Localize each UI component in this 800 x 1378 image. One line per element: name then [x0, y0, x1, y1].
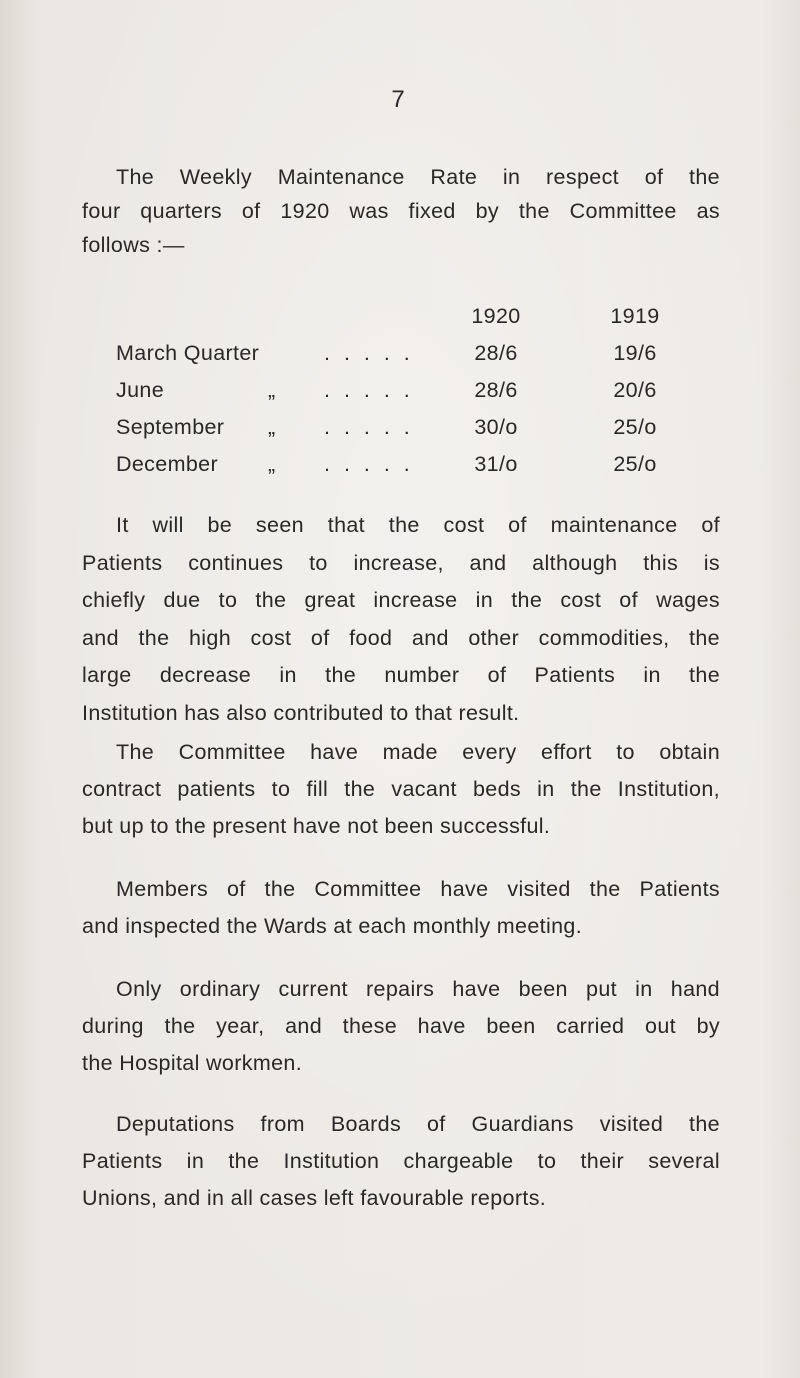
rate-1919: 19/6	[613, 341, 657, 365]
paragraph-line: Unions, and in all cases left favourable reports.	[82, 1186, 547, 1210]
repairs-paragraph	[82, 971, 720, 1082]
paragraph-line: the Hospital workmen.	[82, 1051, 303, 1075]
paragraph-line: Patients continues to increase, and although this is	[82, 550, 720, 575]
deputations-paragraph	[82, 1106, 720, 1217]
rate-1919: 20/6	[613, 378, 657, 402]
intro-paragraph	[82, 160, 720, 262]
rate-1920: 31/o	[474, 452, 518, 476]
quarter-label: June	[116, 378, 165, 402]
paragraph-line: Institution has also contributed to that result.	[82, 700, 520, 725]
rates-row-september	[116, 409, 676, 446]
rates-header-row	[116, 298, 676, 335]
column-header-1919: 1919	[610, 304, 660, 328]
maintenance-rates-table	[116, 298, 676, 483]
rate-1920: 30/o	[474, 415, 518, 439]
rate-1920: 28/6	[474, 341, 518, 365]
paragraph-line: and inspected the Wards at each monthly meeting.	[82, 914, 583, 938]
maintenance-cost-paragraph	[82, 507, 720, 732]
paragraph-line: Patients in the Institution chargeable to their several	[82, 1149, 720, 1173]
column-header-1920: 1920	[471, 304, 521, 328]
paragraph-line: but up to the present have not been successful.	[82, 814, 551, 838]
committee-visits-paragraph	[82, 871, 720, 945]
ditto-mark: „	[268, 378, 276, 402]
paragraph-line: Deputations from Boards of Guardians visited the	[116, 1112, 720, 1136]
paragraph-line: The Committee have made every effort to obtain	[116, 740, 720, 764]
paragraph-line: contract patients to fill the vacant beds in the Institution,	[82, 777, 720, 801]
quarter-label: December	[116, 452, 218, 476]
rates-row-december	[116, 446, 676, 483]
paragraph-line: large decrease in the number of Patients in the	[82, 663, 720, 687]
ditto-mark: „	[268, 415, 276, 439]
quarter-label: March Quarter	[116, 341, 260, 365]
rate-1920: 28/6	[474, 378, 518, 402]
paragraph-line: chiefly due to the great increase in the cost of wages	[82, 588, 720, 612]
leader-dots: . . . . .	[324, 341, 414, 365]
leader-dots: . . . . .	[324, 378, 414, 402]
leader-dots: . . . . .	[324, 415, 414, 439]
leader-dots: . . . . .	[324, 452, 414, 476]
ditto-mark: „	[268, 452, 276, 476]
rates-row-march	[116, 335, 676, 372]
rates-row-june	[116, 372, 676, 409]
paragraph-line: Members of the Committee have visited the Patients	[116, 877, 720, 901]
rate-1919: 25/o	[613, 452, 657, 476]
paragraph-line: The Weekly Maintenance Rate in respect of the	[116, 165, 720, 189]
paragraph-line: four quarters of 1920 was fixed by the Committee as	[82, 199, 720, 223]
paragraph-line: during the year, and these have been carried out by	[82, 1014, 720, 1038]
page-number: 7	[391, 86, 405, 113]
paragraph-line: Only ordinary current repairs have been put in hand	[116, 977, 720, 1001]
rate-1919: 25/o	[613, 415, 657, 439]
paragraph-line: It will be seen that the cost of maintenance of	[116, 513, 720, 537]
paragraph-line: and the high cost of food and other commodities, the	[82, 625, 720, 650]
paragraph-line: follows :—	[82, 233, 185, 257]
contract-patients-paragraph	[82, 734, 720, 845]
quarter-label: September	[116, 415, 225, 439]
